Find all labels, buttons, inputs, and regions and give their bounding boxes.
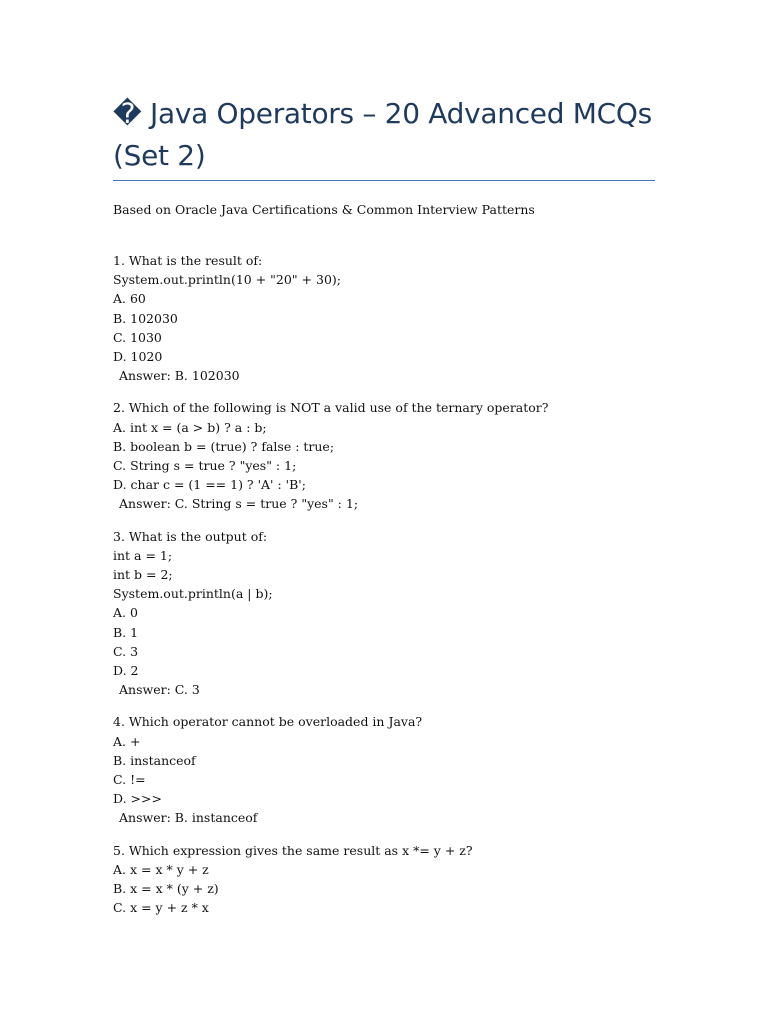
- option-c: C. x = y + z * x: [113, 900, 209, 916]
- question-list: [113, 251, 713, 931]
- question-item: [113, 841, 713, 918]
- option-c: C. String s = true ? "yes" : 1;: [113, 458, 297, 474]
- option-a: A. int x = (a > b) ? a : b;: [113, 419, 267, 435]
- answer-text: Answer: B. 102030: [119, 368, 240, 384]
- option-b: B. 1: [113, 624, 139, 640]
- option-c: C. 1030: [113, 329, 162, 345]
- question-text: 1. What is the result of:: [113, 253, 263, 268]
- question-item: [113, 527, 713, 700]
- answer-text: Answer: C. 3: [119, 682, 200, 698]
- option-a: A. 60: [113, 291, 146, 307]
- option-b: B. 102030: [113, 310, 178, 326]
- question-code: int b = 2;: [113, 567, 173, 583]
- question-code: System.out.println(10 + "20" + 30);: [113, 272, 341, 288]
- option-d: D. 1020: [113, 349, 163, 365]
- option-d: D. >>>: [113, 791, 162, 807]
- option-c: C. !=: [113, 772, 146, 788]
- question-text: 3. What is the output of:: [113, 528, 268, 544]
- question-code: System.out.println(a | b);: [113, 586, 273, 602]
- question-item: [113, 398, 713, 513]
- option-b: B. x = x * (y + z): [113, 881, 219, 897]
- answer-text: Answer: B. instanceof: [119, 810, 258, 826]
- option-c: C. 3: [113, 643, 139, 659]
- option-a: A. x = x * y + z: [113, 861, 209, 877]
- document-title: � Java Operators – 20 Advanced MCQs (Set 2): [113, 97, 652, 172]
- question-code: int a = 1;: [113, 547, 173, 563]
- question-text: 4. Which operator cannot be overloaded in Java?: [113, 714, 423, 730]
- question-item: [113, 251, 713, 385]
- question-item: [113, 712, 713, 827]
- option-a: A. +: [113, 733, 141, 749]
- option-a: A. 0: [113, 605, 138, 621]
- question-text: 2. Which of the following is NOT a valid use of the ternary operator?: [113, 400, 549, 416]
- option-d: D. 2: [113, 663, 139, 679]
- option-b: B. boolean b = (true) ? false : true;: [113, 438, 335, 454]
- option-b: B. instanceof: [113, 752, 196, 768]
- question-text: 5. Which expression gives the same result as x *= y + z?: [113, 842, 473, 858]
- option-d: D. char c = (1 == 1) ? 'A' : 'B';: [113, 477, 306, 493]
- title-divider: [113, 180, 655, 181]
- answer-text: Answer: C. String s = true ? "yes" : 1;: [119, 496, 359, 512]
- document-subtitle: Based on Oracle Java Certifications & Common Interview Patterns: [113, 202, 535, 217]
